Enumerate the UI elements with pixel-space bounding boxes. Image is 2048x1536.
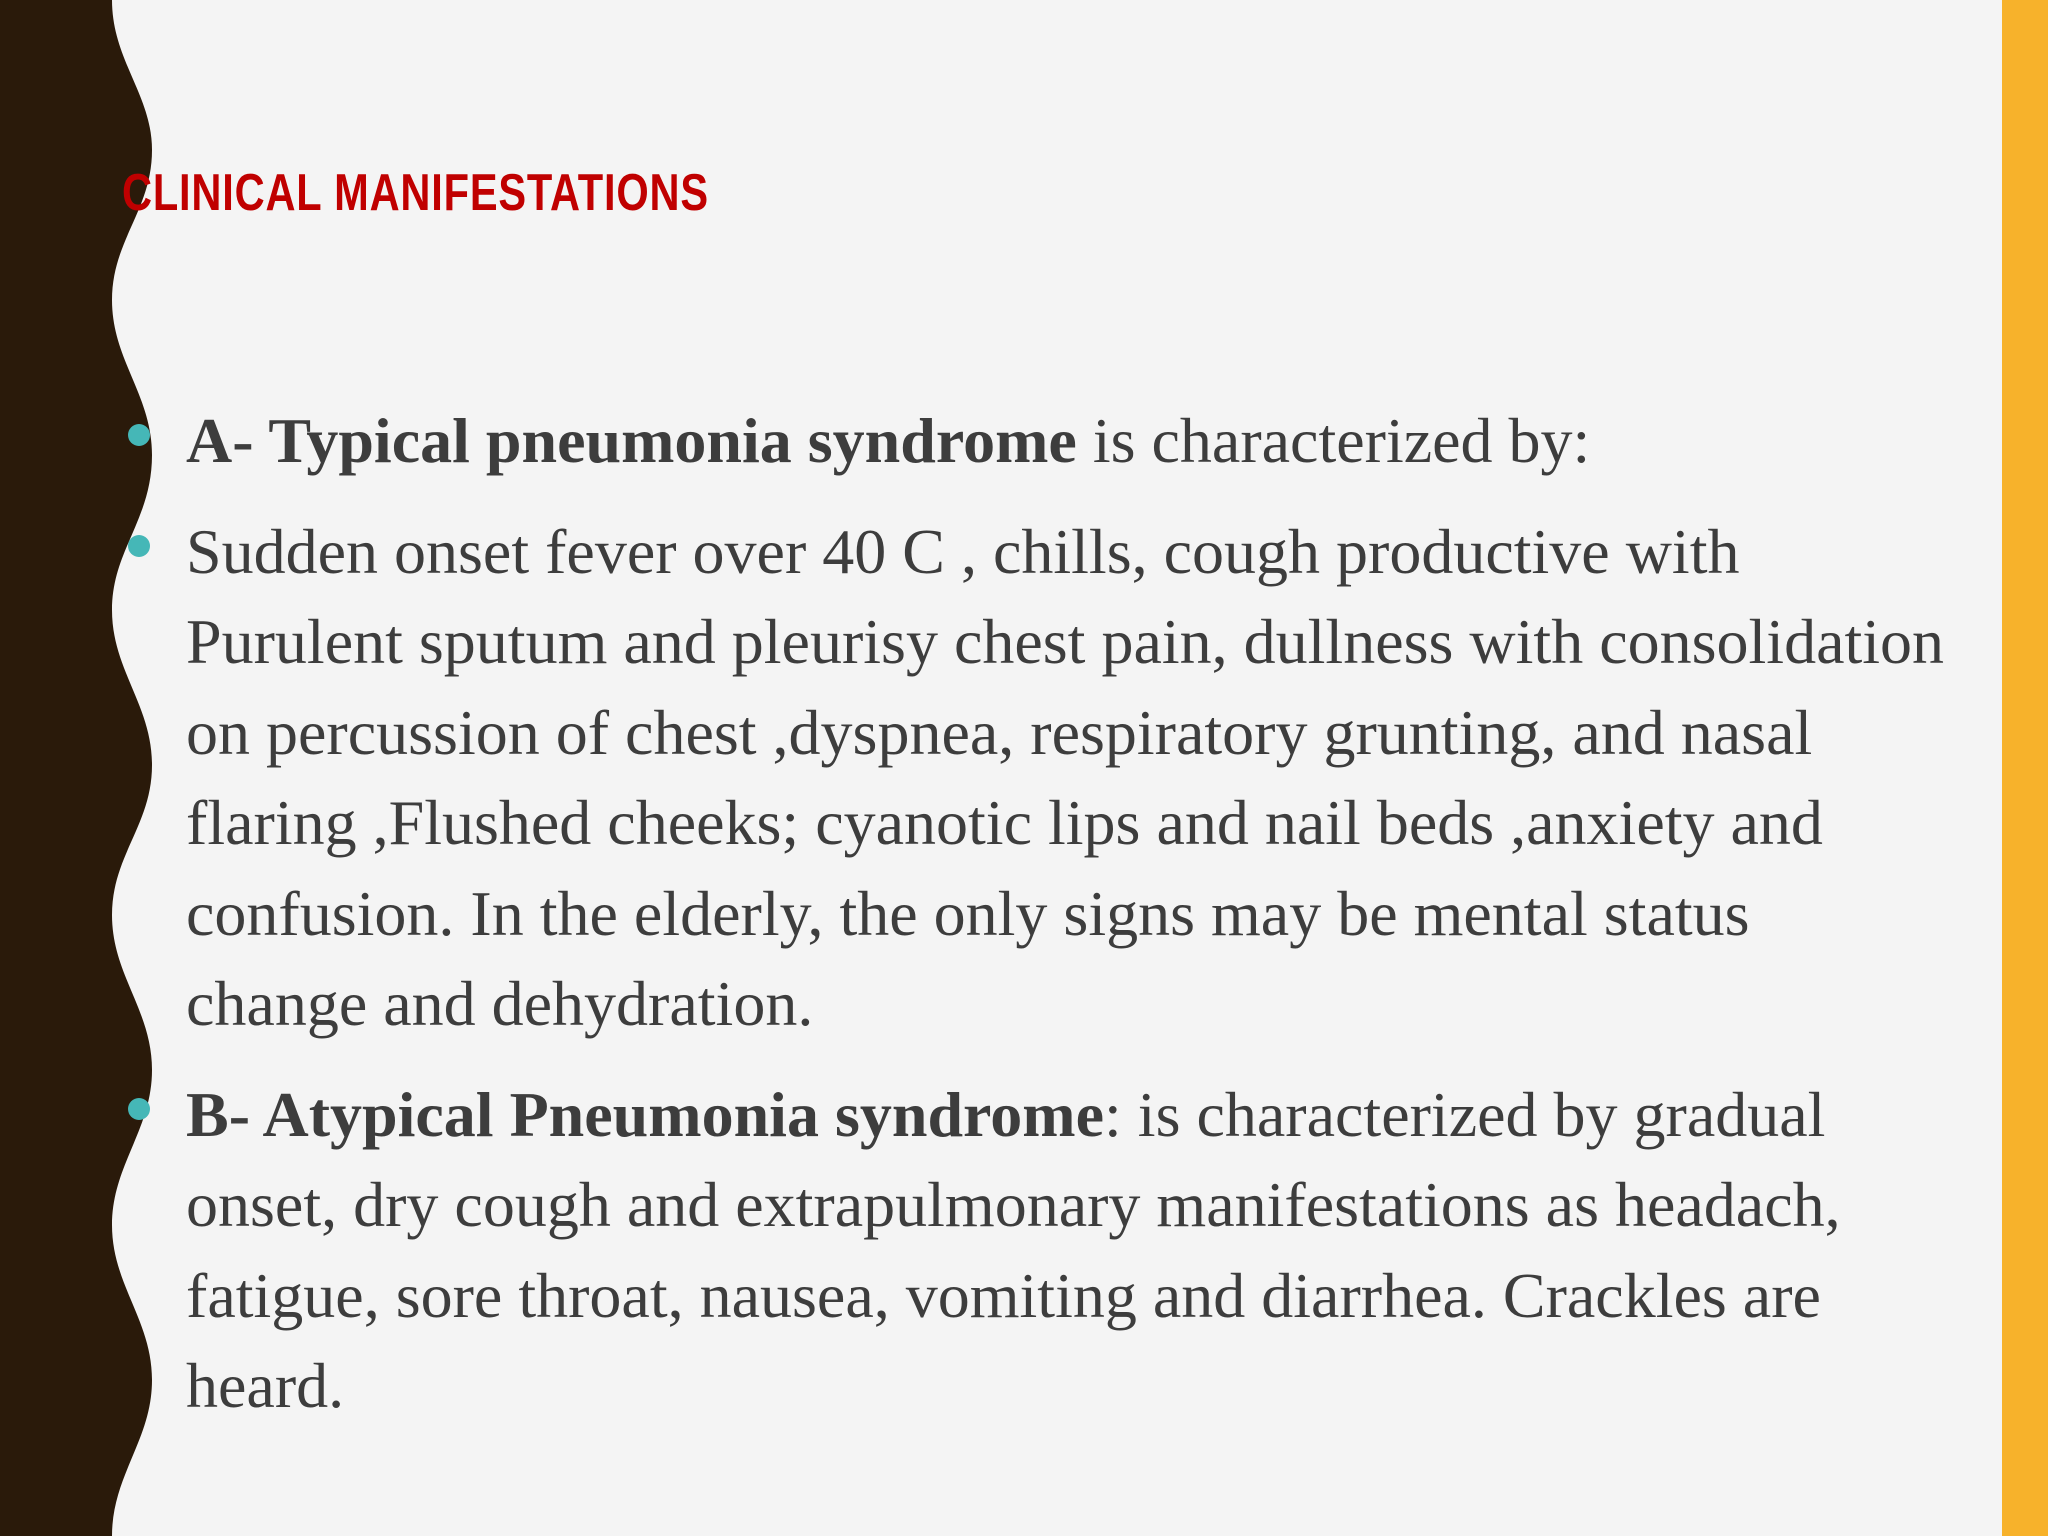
bullet-text-typical: is characterized by:: [1076, 405, 1591, 476]
bullet-text-symptoms: Sudden onset fever over 40 C , chills, cough productive with Purulent sputum and pleurisy chest pain, dullness with consolidation on percussion of chest ,dyspnea, respiratory grunting, and nasal flaring ,Flushed cheeks; cyanotic lips and nail beds ,anxiety and confusion. In the elderly, the only signs may be mental status change and dehydration.: [186, 515, 1945, 1039]
right-accent-band: [2002, 0, 2048, 1536]
bullet-dot-icon: [128, 424, 150, 446]
bullet-item-atypical: [186, 1070, 1946, 1432]
left-wave-band: [0, 0, 170, 1536]
bullet-item-typical: [186, 396, 1946, 487]
bullet-text-atypical: : is characterized by gradual onset, dry cough and extrapulmonary manifestations as headach, fatigue, sore throat, nausea, vomiting and diarrhea. Crackles are heard.: [186, 1078, 1841, 1421]
bullet-list: [186, 396, 1946, 1432]
bullet-heading-typical: A- Typical pneumonia syndrome: [186, 405, 1077, 476]
bullet-heading-atypical: B- Atypical Pneumonia syndrome: [186, 1078, 1104, 1150]
slide-title: CLINICAL MANIFESTATIONS: [122, 164, 709, 222]
bullet-item-symptoms: [186, 507, 1946, 1050]
bullet-dot-icon: [128, 1098, 150, 1120]
bullet-dot-icon: [128, 535, 150, 557]
